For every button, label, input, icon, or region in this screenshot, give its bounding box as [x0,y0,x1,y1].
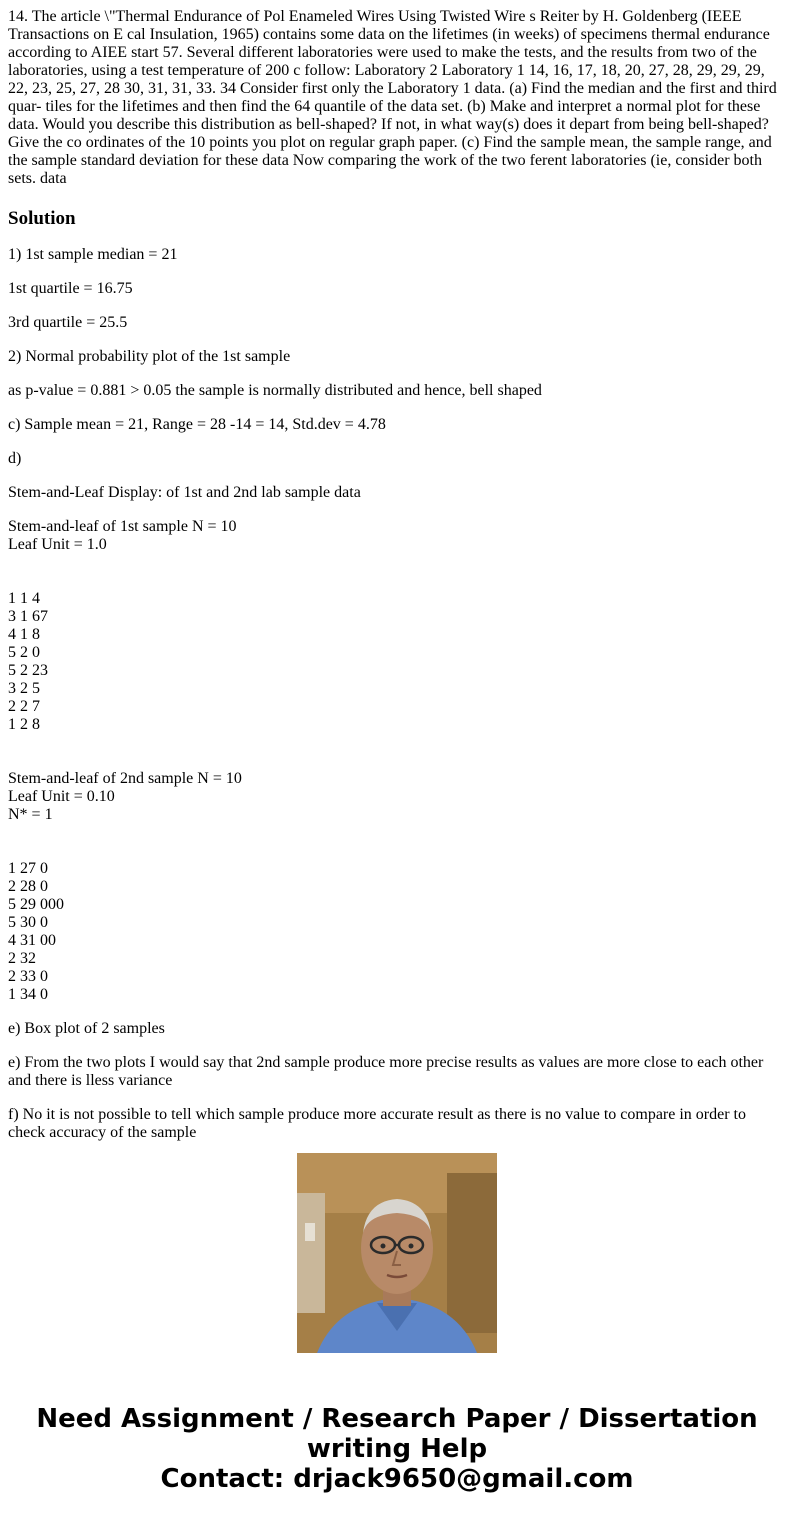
stem-leaf-row: 3 2 5 [8,680,40,697]
answer-box-plot: e) Box plot of 2 samples [8,1020,165,1037]
stem-leaf-2-leaf-unit: Leaf Unit = 0.10 [8,788,115,805]
stem-leaf-row: 3 1 67 [8,608,48,625]
stem-leaf-row: 1 27 0 [8,860,48,877]
promo-contact: Contact: drjack9650@gmail.com [160,1464,634,1494]
answer-normal-plot: 2) Normal probability plot of the 1st sample [8,348,291,365]
stem-leaf-2-missing-count: N* = 1 [8,806,53,823]
stem-leaf-row: 4 1 8 [8,626,40,643]
stem-leaf-row: 5 30 0 [8,914,48,931]
answer-summary-stats: c) Sample mean = 21, Range = 28 -14 = 14, Std.dev = 4.78 [8,416,386,433]
answer-precision: e) From the two plots I would say that 2nd sample produce more precise results as values are more close to each other and there is lless variance [8,1054,764,1089]
solution-heading: Solution [8,208,76,229]
promo-line-2: writing Help [306,1434,488,1464]
stem-leaf-1-header: Stem-and-leaf of 1st sample N = 10 [8,518,237,535]
avatar [297,1153,497,1353]
stem-leaf-1st-sample [8,518,780,1004]
answer-median: 1) 1st sample median = 21 [8,246,178,263]
stem-leaf-row: 2 33 0 [8,968,48,985]
answer-pvalue: as p-value = 0.881 > 0.05 the sample is normally distributed and hence, bell shaped [8,382,542,399]
document-content [8,8,780,1141]
stem-leaf-row: 1 2 8 [8,716,40,733]
stem-leaf-1-leaf-unit: Leaf Unit = 1.0 [8,536,107,553]
answer-first-quartile: 1st quartile = 16.75 [8,280,133,297]
question-text: 14. The article \"Thermal Endurance of Pol Enameled Wires Using Twisted Wire s Reiter by H. Goldenberg (IEEE Transactions on E cal Insulation, 1965) contains some data on the lifetimes (in weeks) of specimens thermal endurance according to AIEE start 57. Several different laboratories were used to make the tests, and the results from two of the laboratories, using a test temperature of 200 c follow: Laboratory 2 Laboratory 1 14, 16, 17, 18, 20, 27, 28, 29, 29, 29, 22, 23, 25, 27, 28 30, 31, 31, 33. 34 Consider first only the Laboratory 1 data. (a) Find the median and the first and third quar- tiles for the lifetimes and then find the 64 quantile of the data set. (b) Make and interpret a normal plot for these data. Would you describe this distribution as bell-shaped? If not, in what way(s) does it depart from being bell-shaped? Give the co ordinates of the 10 points you plot on regular graph paper. (c) Find the sample mean, the sample range, and the sample standard deviation for these data Now comparing the work of the two ferent laboratories (ie, consider both sets. data [8,8,777,187]
avatar-portrait [297,1153,497,1353]
stem-leaf-row: 2 32 [8,950,36,967]
promo-line-1: Need Assignment / Research Paper / Dissertation [36,1404,758,1434]
stem-leaf-row: 1 1 4 [8,590,40,607]
promo-banner [0,1404,794,1494]
stem-leaf-row: 2 28 0 [8,878,48,895]
stem-leaf-row: 4 31 00 [8,932,56,949]
stem-leaf-row: 5 2 0 [8,644,40,661]
stem-leaf-title: Stem-and-Leaf Display: of 1st and 2nd lab sample data [8,484,361,501]
stem-leaf-row: 1 34 0 [8,986,48,1003]
stem-leaf-row: 5 29 000 [8,896,64,913]
stem-leaf-2-header: Stem-and-leaf of 2nd sample N = 10 [8,770,242,787]
answer-accuracy: f) No it is not possible to tell which sample produce more accurate result as there is no value to compare in order to check accuracy of the sample [8,1106,746,1141]
answer-third-quartile: 3rd quartile = 25.5 [8,314,128,331]
stem-leaf-row: 2 2 7 [8,698,40,715]
stem-leaf-row: 5 2 23 [8,662,48,679]
answer-part-d: d) [8,450,22,467]
